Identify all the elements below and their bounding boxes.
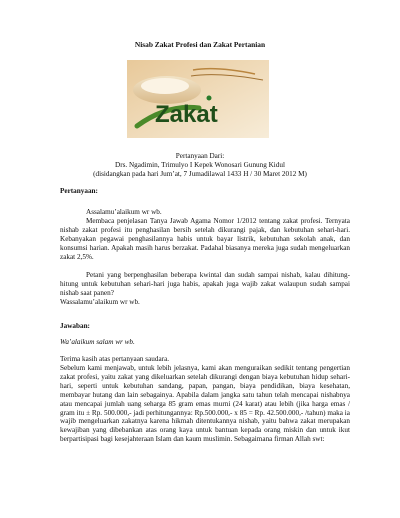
answer-thanks: Terima kasih atas pertanyaan saudara.: [60, 355, 170, 363]
question-heading: Pertanyaan:: [60, 187, 98, 195]
question-closing: Wassalamu’alaikum wr wb.: [60, 298, 140, 306]
zakat-logo: [127, 60, 269, 138]
question-from-label: Pertanyaan Dari:: [175, 152, 225, 160]
answer-paragraph-1: Sebelum kami menjawab, untuk lebih jelasnya, kami akan menguraikan sedikit tentang pengertian zakat profesi, yaitu zakat yang dikeluarkan setelah dikurangi dengan biaya kebutuhan hidup sehari-hari, seperti untuk kebutuhan sandang, papan, pangan, biaya pendidikan, biaya kesehatan, membayar hutang dan lain sebagainya. Apabila dalam jangka satu tahun telah mencapai nishabnya atau mencapai jumlah uang seharga 85 gram emas murni (24 karat) atau lebih (jika harga emas / gram itu ± Rp. 500.000,- jadi perhitungannya: Rp.500.000,- x 85 = Rp. 42.500.000,- /tahun) maka ia wajib mengeluarkan zakatnya karena hikmah ditentukannya nishab, yaitu bahwa zakat merupakan kewajiban yang dibebankan atas orang kaya untuk bantuan kepada orang miskin dan untuk ikut berpartisipasi bagi kesejahteraan Islam dan kaum muslimin. Sebagaimana firman Allah swt:: [60, 364, 350, 444]
svg-text:Zakat: Zakat: [155, 101, 218, 128]
question-paragraph-1: Membaca penjelasan Tanya Jawab Agama Nomor 1/2012 tentang zakat profesi. Ternyata nishab zakat profesi itu penghasilan bersih setelah dikurangi pajak, dan kebutuhan sehari-hari. Kebanyakan pegawai penghasilannya habis untuk bayar listrik, kebutuhan sekolah anak, dan konsumsi harian. Apakah masih harus berzakat. Padahal biasanya mereka juga sudah mengeluarkan zakat 2,5%.: [60, 217, 350, 261]
zakat-logo-graphic: [127, 60, 269, 138]
answer-heading: Jawaban:: [60, 322, 90, 330]
answer-greeting: Wa’alaikum salam wr wb.: [60, 338, 135, 346]
page-title: Nisab Zakat Profesi dan Zakat Pertanian: [134, 40, 266, 49]
question-paragraph-2: Petani yang berpenghasilan beberapa kwintal dan sudah sampai nishab, kalau dihitung-hitung untuk kebutuhan sehari-hari juga habis, apakah juga wajib zakat walaupun sudah sampai nishab saat panen?: [60, 271, 350, 297]
discussion-note: (disidangkan pada hari Jum’at, 7 Jumadilawal 1433 H / 30 Maret 2012 M): [93, 170, 307, 178]
question-from-name: Drs. Ngadimin, Trimulyo I Kepek Wonosari Gunung Kidul: [115, 161, 285, 169]
question-greeting: Assalamu’alaikum wr wb.: [86, 208, 162, 216]
